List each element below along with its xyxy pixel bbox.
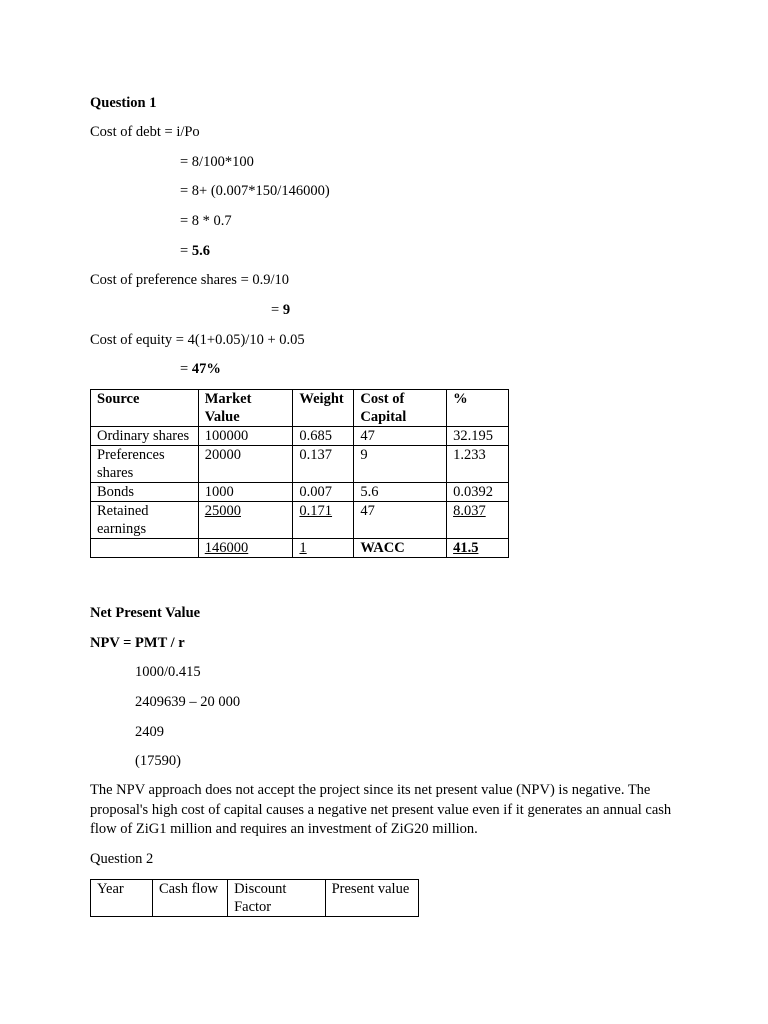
cost-of-equity-label: Cost of equity = 4(1+0.05)/10 + 0.05 [90, 332, 305, 348]
table-cell: 0.007 [293, 483, 354, 502]
table-cell: Bonds [91, 483, 199, 502]
total-market-value-cell [198, 539, 293, 558]
wacc-value: 41.5 [453, 540, 479, 556]
wacc-header-cost-of-capital: Cost of Capital [354, 390, 447, 427]
wacc-table [90, 389, 509, 558]
total-weight: 1 [299, 540, 307, 556]
wacc-header-market-value: Market Value [198, 390, 293, 427]
wacc-value-cell [447, 539, 509, 558]
cost-of-debt-step-4: = 8 * 0.7 [180, 213, 232, 229]
wacc-label: WACC [354, 539, 447, 558]
cost-of-equity-result [180, 360, 221, 378]
table-cell-value: 8.037 [453, 503, 486, 519]
wacc-header-percent: % [447, 390, 509, 427]
table-cell: 5.6 [354, 483, 447, 502]
total-weight-cell [293, 539, 354, 558]
cost-of-preference-result-prefix: = [271, 302, 283, 318]
question-2-heading: Question 2 [90, 851, 154, 867]
cost-of-preference-label: Cost of preference shares = 0.9/10 [90, 272, 290, 288]
npv-step-4: (17590) [135, 753, 181, 769]
table-cell: 47 [354, 502, 447, 539]
cost-of-debt-result [180, 242, 210, 260]
cost-of-debt-result-value: 5.6 [191, 243, 210, 259]
table-row [91, 483, 509, 502]
table-cell: 0.0392 [447, 483, 509, 502]
table-cell [447, 502, 509, 539]
q2-header-present-value: Present value [325, 880, 418, 917]
cost-of-equity-result-value: 47% [191, 361, 221, 377]
table-cell: 0.137 [293, 446, 354, 483]
table-cell: 100000 [198, 427, 293, 446]
wacc-total-row [91, 539, 509, 558]
cost-of-debt-result-prefix: = [180, 243, 192, 259]
q2-header-year: Year [91, 880, 153, 917]
question-2-header-row [91, 880, 419, 917]
npv-step-3: 2409 [135, 724, 164, 740]
question-1-heading: Question 1 [90, 95, 157, 111]
table-cell: 32.195 [447, 427, 509, 446]
cost-of-debt-step-2: = 8/100*100 [180, 154, 254, 170]
table-cell-value: 0.171 [299, 503, 333, 519]
table-cell [198, 502, 293, 539]
table-cell [91, 539, 199, 558]
table-row [91, 502, 509, 539]
table-cell: 47 [354, 427, 447, 446]
npv-step-1: 1000/0.415 [135, 664, 201, 680]
table-cell: 20000 [198, 446, 293, 483]
cost-of-equity-result-prefix: = [180, 361, 192, 377]
npv-step-2: 2409639 – 20 000 [135, 694, 241, 710]
cost-of-preference-result-value: 9 [282, 302, 291, 318]
wacc-table-header-row [91, 390, 509, 427]
table-cell: 1000 [198, 483, 293, 502]
wacc-header-source: Source [91, 390, 199, 427]
wacc-header-weight: Weight [293, 390, 354, 427]
cost-of-debt-step-3: = 8+ (0.007*150/146000) [180, 183, 330, 199]
table-cell: Ordinary shares [91, 427, 199, 446]
q2-header-discount-factor: Discount Factor [228, 880, 325, 917]
table-cell: 0.685 [293, 427, 354, 446]
npv-formula: NPV = PMT / r [90, 635, 185, 651]
table-cell [293, 502, 354, 539]
q2-header-cash-flow: Cash flow [152, 880, 227, 917]
table-cell-value: 25000 [204, 503, 241, 519]
table-row [91, 446, 509, 483]
table-cell: Preferences shares [91, 446, 199, 483]
table-cell: 1.233 [447, 446, 509, 483]
cost-of-preference-result [271, 301, 290, 319]
table-cell: Retained earnings [91, 502, 199, 539]
total-market-value: 146000 [204, 540, 249, 556]
cost-of-debt-label: Cost of debt = i/Po [90, 124, 200, 140]
npv-heading: Net Present Value [90, 605, 201, 621]
question-2-table [90, 879, 419, 917]
table-row [91, 427, 509, 446]
table-cell: 9 [354, 446, 447, 483]
npv-conclusion-paragraph: The NPV approach does not accept the project since its net present value (NPV) is negative. The proposal's high cost of capital causes a negative net present value even if it generates an annual cash flow of ZiG1 million and requires an investment of ZiG20 million. [90, 782, 672, 837]
